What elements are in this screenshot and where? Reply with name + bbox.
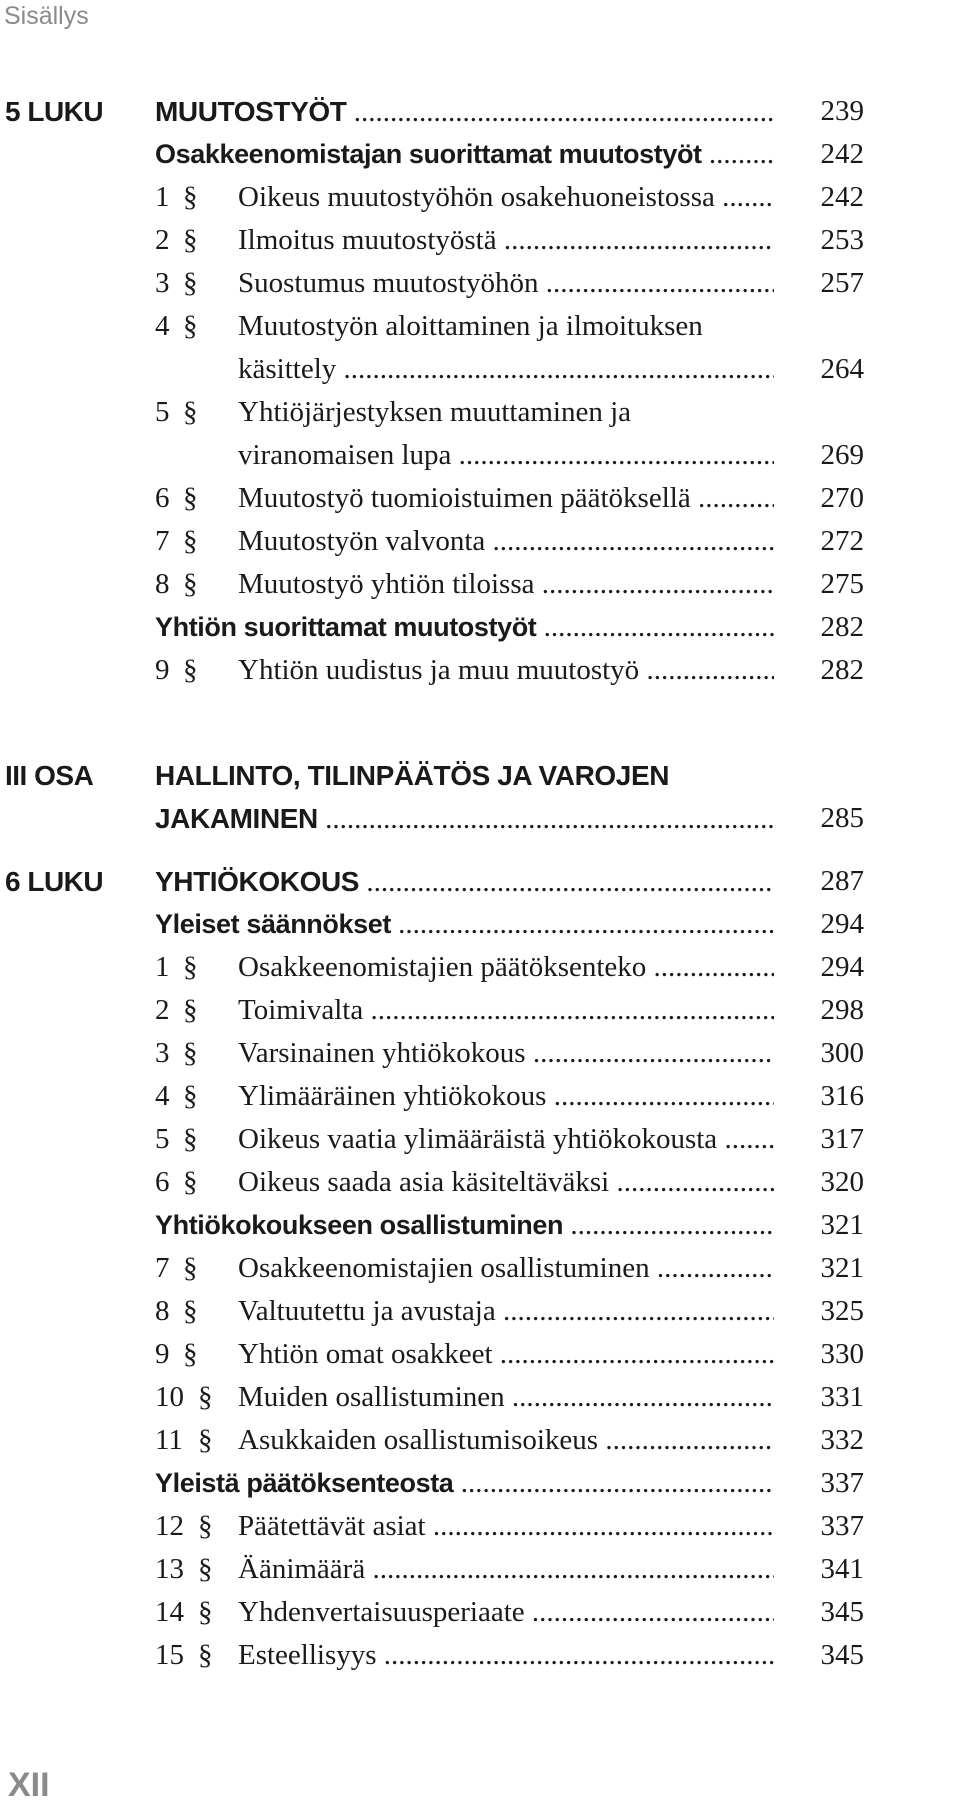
section-sign: § [198,1381,213,1413]
entry-title: Ylimääräinen yhtiökokous ..... [238,1075,774,1118]
toc-entry[interactable] [155,1505,864,1548]
section-sign: § [183,525,198,557]
toc-entry[interactable] [155,1333,864,1376]
section-number: 15 [155,1639,184,1671]
section-number: 8 [155,1295,170,1327]
entry-title: Muutostyö yhtiön tiloissa ..... [238,563,774,606]
entry-page: 300 [820,1037,864,1069]
entry-page: 269 [820,439,864,471]
entry-page: 242 [820,181,864,213]
section-sign: § [183,267,198,299]
entry-title: YHTIÖKOKOUS ..... [155,860,774,904]
section-number: 2 [155,994,170,1026]
running-header: Sisällys [4,2,89,30]
entry-title: käsittely ..... [238,348,774,391]
section-number: 6 [155,482,170,514]
entry-title: viranomaisen lupa ..... [238,434,774,477]
toc-entry[interactable] [155,477,864,520]
entry-page: 330 [820,1338,864,1370]
section-sign: § [183,1295,198,1327]
entry-page: 317 [820,1123,864,1155]
entry-title: Muiden osallistuminen ..... [238,1376,774,1419]
entry-page: 282 [820,611,864,643]
entry-page: 257 [820,267,864,299]
toc-subheading[interactable] [155,903,864,946]
entry-title: Muutostyö tuomioistuimen päätöksellä ..... [238,477,774,520]
toc-entry[interactable] [155,1548,864,1591]
toc-entry[interactable] [155,305,864,348]
entry-title: HALLINTO, TILINPÄÄTÖS JA VAROJEN [155,760,670,791]
entry-page: 316 [820,1080,864,1112]
section-number: 11 [155,1424,183,1456]
toc-entry[interactable] [155,1419,864,1462]
entry-title: Yhdenvertaisuusperiaate ..... [238,1591,774,1634]
section-sign: § [183,951,198,983]
toc-subheading[interactable] [155,606,864,649]
section-sign: § [198,1424,213,1456]
entry-page: 282 [820,654,864,686]
section-number: 8 [155,568,170,600]
entry-title: Yhtiön uudistus ja muu muutostyö ..... [238,649,774,692]
entry-title: Toimivalta ..... [238,989,774,1032]
part-label: III OSA [5,760,94,791]
toc-entry[interactable] [155,262,864,305]
entry-title: Yleistä päätöksenteosta ..... [155,1462,774,1505]
entry-page: 341 [820,1553,864,1585]
toc-subheading[interactable] [155,1462,864,1505]
section-sign: § [183,654,198,686]
section-number: 4 [155,310,170,342]
section-sign: § [183,396,198,428]
toc-entry[interactable] [155,219,864,262]
entry-title: Oikeus muutostyöhön osakehuoneistossa ..... [238,176,774,219]
entry-page: 294 [820,908,864,940]
entry-page: 332 [820,1424,864,1456]
toc-chapter-title[interactable] [155,90,864,133]
entry-title: Päätettävät asiat ..... [238,1505,774,1548]
entry-title: Oikeus saada asia käsiteltäväksi ..... [238,1161,774,1204]
entry-page: 242 [820,138,864,170]
entry-title: Yhtiön suorittamat muutostyöt ..... [155,606,774,649]
entry-title: MUUTOSTYÖT ..... [155,90,774,134]
entry-title: Yleiset säännökset ..... [155,903,774,946]
section-number: 5 [155,396,170,428]
chapter-6-entries [0,860,960,1677]
section-number: 6 [155,1166,170,1198]
section-number: 4 [155,1080,170,1112]
entry-title: Muutostyön valvonta ..... [238,520,774,563]
chapter-5-block [0,90,960,692]
entry-page: 345 [820,1639,864,1671]
entry-page: 298 [820,994,864,1026]
entry-title: Yhtiön omat osakkeet ..... [238,1333,774,1376]
section-number: 2 [155,224,170,256]
entry-page: 264 [820,353,864,385]
toc-entry[interactable] [155,1634,864,1677]
entry-title: Osakkeenomistajien osallistuminen ..... [238,1247,774,1290]
section-sign: § [183,482,198,514]
entry-title: JAKAMINEN ..... [155,797,774,841]
entry-page: 345 [820,1596,864,1628]
section-sign: § [183,568,198,600]
section-number: 1 [155,181,170,213]
entry-title: Ilmoitus muutostyöstä ..... [238,219,774,262]
entry-title: Suostumus muutostyöhön ..... [238,262,774,305]
entry-title: Asukkaiden osallistumisoikeus ..... [238,1419,774,1462]
entry-page: 253 [820,224,864,256]
section-number: 1 [155,951,170,983]
entry-page: 325 [820,1295,864,1327]
chapter-label: 6 LUKU [5,866,104,897]
section-sign: § [183,1123,198,1155]
section-sign: § [198,1596,213,1628]
section-sign: § [183,181,198,213]
entry-page: 239 [820,95,864,127]
section-number: 14 [155,1596,184,1628]
toc-chapter-title[interactable] [155,860,864,903]
entry-title: Muutostyön aloittaminen ja ilmoituksen [238,310,703,342]
entry-page: 287 [820,865,864,897]
entry-page: 321 [820,1209,864,1241]
chapter-5-entries [0,90,960,692]
section-number: 12 [155,1510,184,1542]
section-sign: § [198,1510,213,1542]
section-sign: § [183,310,198,342]
toc-entry[interactable] [155,1032,864,1075]
toc-entry[interactable] [155,989,864,1032]
section-sign: § [183,1252,198,1284]
chapter-label: 5 LUKU [5,96,104,127]
chapter-6-block [0,860,960,1677]
toc-entry[interactable] [155,1247,864,1290]
section-sign: § [183,1166,198,1198]
section-number: 10 [155,1381,184,1413]
toc-entry-continuation[interactable] [155,434,864,477]
toc-entry[interactable] [155,563,864,606]
toc-subheading[interactable] [155,133,864,176]
section-number: 9 [155,1338,170,1370]
section-number: 9 [155,654,170,686]
entry-title: Varsinainen yhtiökokous ..... [238,1032,774,1075]
section-sign: § [183,1037,198,1069]
section-sign: § [183,994,198,1026]
toc-entry[interactable] [155,1290,864,1333]
toc-entry[interactable] [155,1591,864,1634]
section-sign: § [198,1553,213,1585]
entry-title: Yhtiökokoukseen osallistuminen ..... [155,1204,774,1247]
entry-title: Osakkeenomistajan suorittamat muutostyöt ..... [155,133,774,176]
entry-title: Valtuutettu ja avustaja ..... [238,1290,774,1333]
entry-title: Esteellisyys ..... [238,1634,774,1677]
section-number: 3 [155,267,170,299]
section-number: 5 [155,1123,170,1155]
section-number: 3 [155,1037,170,1069]
toc-entry[interactable] [155,1075,864,1118]
entry-title: Osakkeenomistajien päätöksenteko ..... [238,946,774,989]
table-of-contents [0,90,960,1677]
toc-entry-continuation[interactable] [155,348,864,391]
entry-page: 270 [820,482,864,514]
toc-subheading[interactable] [155,1204,864,1247]
entry-page: 337 [820,1467,864,1499]
entry-page: 321 [820,1252,864,1284]
page-number: XII [8,1766,50,1804]
entry-page: 320 [820,1166,864,1198]
section-sign: § [183,1338,198,1370]
toc-entry[interactable] [155,1376,864,1419]
entry-page: 272 [820,525,864,557]
toc-entry-part-title-cont[interactable] [155,797,864,840]
toc-entry[interactable] [155,1161,864,1204]
entry-page: 275 [820,568,864,600]
entry-page: 285 [820,802,864,834]
section-number: 7 [155,525,170,557]
toc-entry-part-title[interactable] [155,754,864,797]
toc-entry[interactable] [155,649,864,692]
entry-page: 294 [820,951,864,983]
section-sign: § [183,224,198,256]
entry-title: Yhtiöjärjestyksen muuttaminen ja [238,396,632,428]
section-number: 13 [155,1553,184,1585]
entry-title: Oikeus vaatia ylimääräistä yhtiökokousta ..... [238,1118,774,1161]
section-sign: § [198,1639,213,1671]
part-3-block [0,754,960,840]
toc-entry[interactable] [155,391,864,434]
entry-title: Äänimäärä ..... [238,1548,774,1591]
toc-entry[interactable] [155,176,864,219]
toc-entry[interactable] [155,520,864,563]
entry-page: 331 [820,1381,864,1413]
section-number: 7 [155,1252,170,1284]
section-sign: § [183,1080,198,1112]
toc-entry[interactable] [155,946,864,989]
toc-entry[interactable] [155,1118,864,1161]
entry-page: 337 [820,1510,864,1542]
